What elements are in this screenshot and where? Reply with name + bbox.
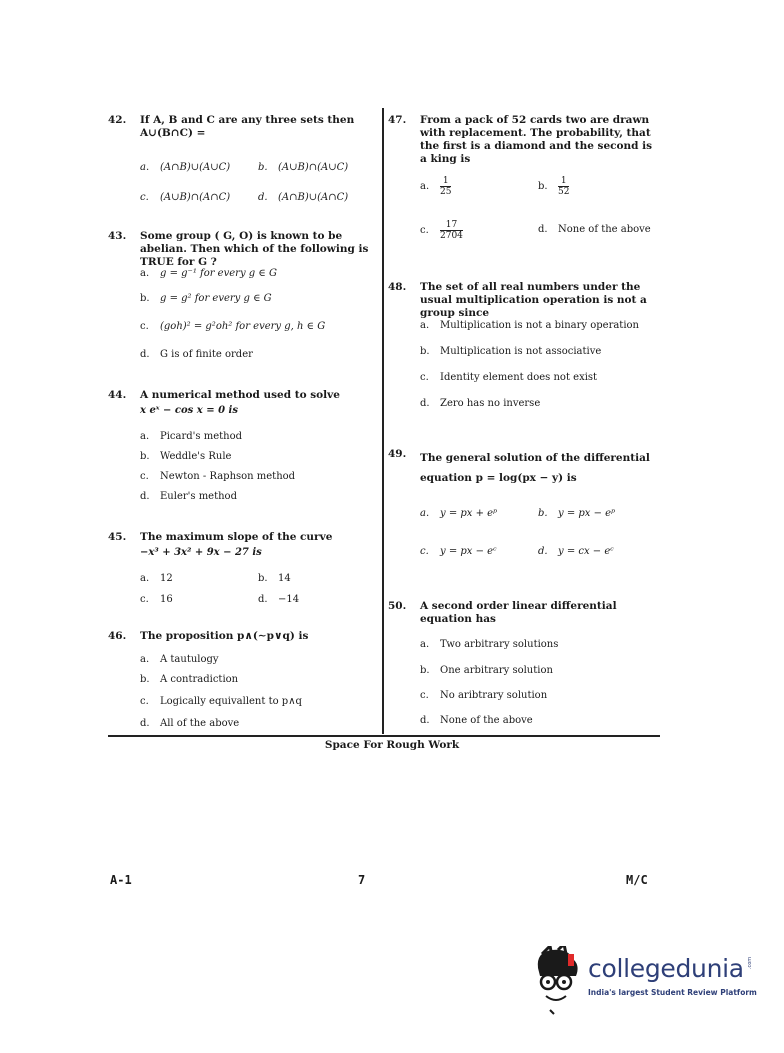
rough-work-label: Space For Rough Work <box>324 739 460 751</box>
question-number: 50. <box>388 600 407 612</box>
question-text: The set of all real numbers under the usual multiplication operation is not a group since <box>420 281 647 319</box>
option-c: c. (A∪B)∩(A∩C) <box>140 192 231 203</box>
option-d: d. None of the above <box>538 224 651 235</box>
question-number: 44. <box>108 389 127 401</box>
option-d: d. All of the above <box>140 718 240 729</box>
option-a: a. A tautulogy <box>140 654 219 665</box>
option-c: c. $\frac{17}{2704}$ <box>420 220 463 241</box>
mascot-icon <box>528 946 584 1016</box>
option-b: b. Multiplication is not associative <box>420 346 602 357</box>
option-d: d. Euler's method <box>140 491 237 502</box>
option-a: a. y = px + eᵖ <box>420 508 498 519</box>
question-number: 46. <box>108 630 127 642</box>
option-a: a. Two arbitrary solutions <box>420 639 559 650</box>
option-b: b. One arbitrary solution <box>420 665 553 676</box>
question-equation: x eˣ − cos x = 0 is <box>140 405 238 416</box>
option-b: b. Weddle's Rule <box>140 451 232 462</box>
question-text: Some group ( G, O) is known to be abelian. Then which of the following is TRUE for G ? <box>140 230 369 268</box>
option-a: a. 12 <box>140 573 173 584</box>
option-d: d. G is of finite order <box>140 349 253 360</box>
question-number: 42. <box>108 114 127 126</box>
option-d: d. (A∩B)∪(A∩C) <box>258 192 349 203</box>
option-b: b. g = g² for every g ∈ G <box>140 293 272 304</box>
logo-domain: .com <box>747 956 754 970</box>
option-d: d. y = cx − eᶜ <box>538 546 614 557</box>
option-c: c. Identity element does not exist <box>420 372 598 383</box>
option-a: a. Multiplication is not a binary operation <box>420 320 639 331</box>
question-number: 43. <box>108 230 127 242</box>
option-a: a. Picard's method <box>140 431 243 442</box>
option-c: c. Logically equivallent to p∧q <box>140 696 302 707</box>
option-a: a. g = g⁻¹ for every g ∈ G <box>140 268 277 279</box>
column-divider <box>382 108 384 734</box>
option-a: a. (A∩B)∪(A∪C) <box>140 162 231 173</box>
option-d: d. Zero has no inverse <box>420 398 541 409</box>
question-number: 49. <box>388 448 407 460</box>
question-text: A second order linear differential equation has <box>420 600 617 625</box>
option-c: c. 16 <box>140 594 173 605</box>
footer-section: M/C <box>626 873 648 887</box>
option-b: b. A contradiction <box>140 674 239 685</box>
question-number: 45. <box>108 531 127 543</box>
option-b: b. $\frac{1}{52}$ <box>538 176 570 197</box>
option-c: c. No aribtrary solution <box>420 690 548 701</box>
question-equation: −x³ + 3x² + 9x − 27 is <box>140 547 262 558</box>
question-text: If A, B and C are any three sets then A∪(B∩C) = <box>140 114 355 139</box>
logo-tagline: India's largest Student Review Platform <box>588 988 757 997</box>
logo-name: collegedunia <box>588 954 744 983</box>
page-number: 7 <box>358 873 366 887</box>
rough-work-divider <box>108 735 660 737</box>
question-number: 47. <box>388 114 407 126</box>
question-text: The general solution of the differential equation p = log(px − y) is <box>420 452 650 484</box>
option-c: c. Newton - Raphson method <box>140 471 296 482</box>
option-c: c. y = px − eᶜ <box>420 546 497 557</box>
question-text: The proposition p∧(∼p∨q) is <box>140 630 309 642</box>
option-a: a. $\frac{1}{25}$ <box>420 176 452 197</box>
option-b: b. (A∪B)∩(A∪C) <box>258 162 349 173</box>
option-c: c. (goh)² = g²oh² for every g, h ∈ G <box>140 321 326 332</box>
option-d: d. None of the above <box>420 715 533 726</box>
collegedunia-logo <box>528 946 758 1016</box>
question-text: From a pack of 52 cards two are drawn with replacement. The probability, that the first is a diamond and the second is a king is <box>420 114 653 165</box>
question-text: A numerical method used to solve <box>140 389 340 401</box>
footer-code: A-1 <box>110 873 132 887</box>
question-text: The maximum slope of the curve <box>140 531 333 543</box>
option-b: b. y = px − eᵖ <box>538 508 616 519</box>
question-number: 48. <box>388 281 407 293</box>
option-d: d. −14 <box>258 594 300 605</box>
option-b: b. 14 <box>258 573 291 584</box>
